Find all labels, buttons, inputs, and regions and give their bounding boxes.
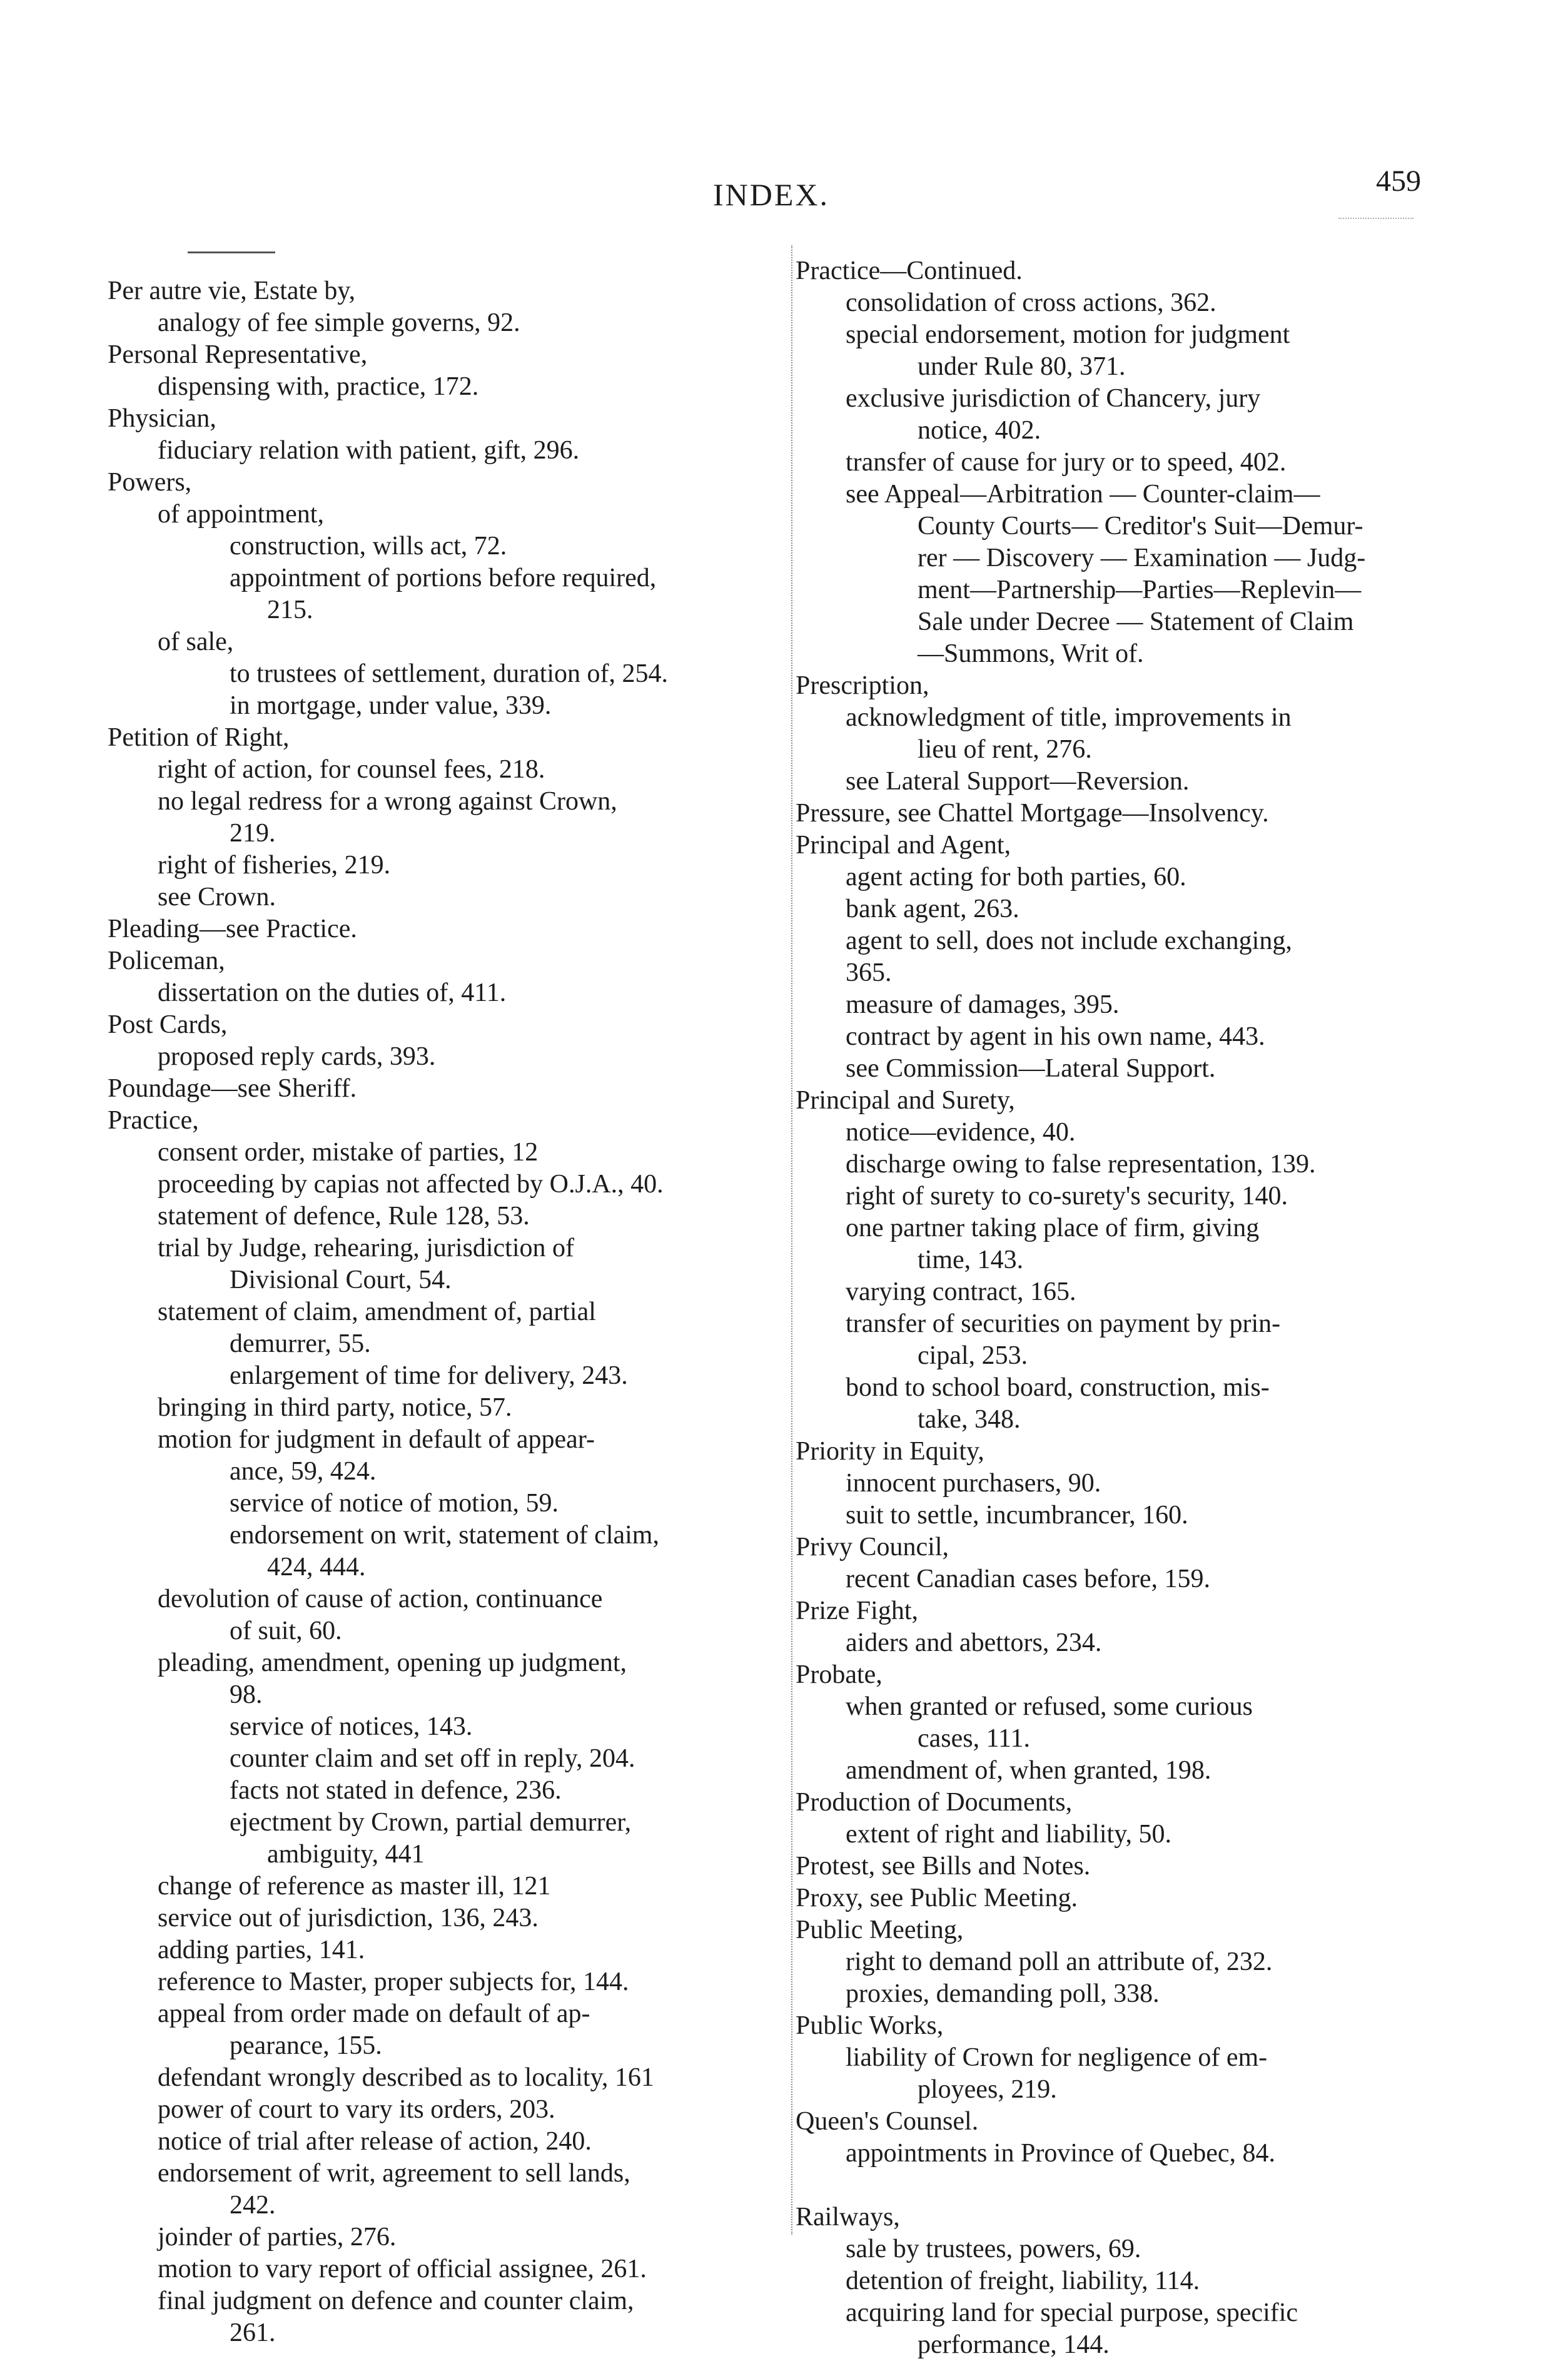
index-subentry: 365. — [846, 958, 892, 987]
index-heading: Pleading—see Practice. — [108, 915, 357, 943]
index-subentry: time, 143. — [918, 1246, 1024, 1274]
index-subentry: pleading, amendment, opening up judgment, — [158, 1648, 627, 1677]
index-heading: Prescription, — [796, 671, 929, 700]
index-heading: Proxy, see Public Meeting. — [796, 1884, 1078, 1912]
header-rule-left — [188, 251, 275, 253]
index-subentry: of appointment, — [158, 500, 324, 529]
index-subentry: detention of freight, liability, 114. — [846, 2267, 1200, 2295]
index-subentry: extent of right and liability, 50. — [846, 1820, 1172, 1849]
index-subentry: dispensing with, practice, 172. — [158, 372, 479, 401]
index-subentry: contract by agent in his own name, 443. — [846, 1022, 1265, 1051]
index-subentry: liability of Crown for negligence of em- — [846, 2043, 1268, 2072]
index-heading: Principal and Surety, — [796, 1086, 1015, 1115]
index-subentry: discharge owing to false representation, 139. — [846, 1150, 1316, 1179]
header-rule-right — [1338, 218, 1414, 219]
index-subentry: final judgment on defence and counter claim, — [158, 2287, 634, 2315]
right-index-column — [796, 255, 1484, 2361]
index-subentry: fiduciary relation with patient, gift, 296. — [158, 436, 580, 465]
index-heading: Priority in Equity, — [796, 1437, 984, 1466]
index-heading: Post Cards, — [108, 1010, 228, 1039]
index-subentry: special endorsement, motion for judgment — [846, 320, 1290, 349]
index-subentry: ance, 59, 424. — [230, 1457, 377, 1486]
index-subentry: recent Canadian cases before, 159. — [846, 1565, 1211, 1593]
index-subentry: defendant wrongly described as to locality, 161 — [158, 2063, 654, 2092]
index-subentry: ployees, 219. — [918, 2075, 1057, 2104]
index-subentry: devolution of cause of action, continuance — [158, 1585, 603, 1613]
index-subentry: under Rule 80, 371. — [918, 352, 1126, 381]
index-subentry: 98. — [230, 1680, 263, 1709]
index-heading: Principal and Agent, — [796, 831, 1011, 860]
index-subentry: agent acting for both parties, 60. — [846, 863, 1186, 891]
index-subentry: Divisional Court, 54. — [230, 1266, 452, 1294]
index-subentry: ambiguity, 441 — [267, 1840, 425, 1869]
index-subentry: change of reference as master ill, 121 — [158, 1872, 551, 1901]
index-subentry: endorsement on writ, statement of claim, — [230, 1521, 659, 1550]
index-subentry: notice—evidence, 40. — [846, 1118, 1076, 1147]
index-heading: Privy Council, — [796, 1533, 949, 1561]
index-subentry: 215. — [267, 596, 313, 624]
index-subentry: dissertation on the duties of, 411. — [158, 978, 507, 1007]
index-subentry: proxies, demanding poll, 338. — [846, 1979, 1160, 2008]
index-heading: Probate, — [796, 1660, 883, 1689]
index-subentry: appointments in Province of Quebec, 84. — [846, 2139, 1276, 2168]
index-subentry: rer — Discovery — Examination — Judg- — [918, 544, 1366, 572]
index-subentry: motion for judgment in default of appear- — [158, 1425, 595, 1454]
index-subentry: right of surety to co-surety's security, 140. — [846, 1182, 1288, 1211]
index-subentry: amendment of, when granted, 198. — [846, 1756, 1211, 1785]
index-subentry: varying contract, 165. — [846, 1277, 1076, 1306]
index-heading: Railways, — [796, 2203, 900, 2232]
index-heading: Prize Fight, — [796, 1597, 918, 1625]
index-subentry: service of notices, 143. — [230, 1712, 473, 1741]
column-divider — [791, 245, 792, 2235]
index-subentry: right to demand poll an attribute of, 232. — [846, 1947, 1273, 1976]
index-subentry: no legal redress for a wrong against Crown, — [158, 787, 617, 816]
index-subentry: cipal, 253. — [918, 1341, 1028, 1370]
index-subentry: pearance, 155. — [230, 2031, 382, 2060]
index-subentry: 261. — [230, 2318, 276, 2347]
index-subentry: trial by Judge, rehearing, jurisdiction of — [158, 1234, 574, 1262]
index-subentry: service of notice of motion, 59. — [230, 1489, 559, 1518]
index-subentry: acknowledgment of title, improvements in — [846, 703, 1292, 732]
index-subentry: 219. — [230, 819, 276, 848]
index-subentry: notice of trial after release of action, 240. — [158, 2127, 592, 2156]
index-subentry: joinder of parties, 276. — [158, 2223, 397, 2252]
index-subentry: appointment of portions before required, — [230, 564, 657, 592]
index-subentry: notice, 402. — [918, 416, 1041, 445]
index-subentry: ment—Partnership—Parties—Replevin— — [918, 576, 1362, 604]
index-subentry: 424, 444. — [267, 1553, 366, 1582]
index-subentry: enlargement of time for delivery, 243. — [230, 1361, 628, 1390]
index-subentry: in mortgage, under value, 339. — [230, 691, 552, 720]
index-subentry: —Summons, Writ of. — [918, 639, 1144, 668]
index-heading: Production of Documents, — [796, 1788, 1073, 1817]
index-heading: Pressure, see Chattel Mortgage—Insolvency. — [796, 799, 1269, 828]
index-heading — [796, 2170, 1484, 2201]
index-subentry: consent order, mistake of parties, 12 — [158, 1138, 539, 1167]
index-heading: Public Meeting, — [796, 1916, 964, 1944]
index-subentry: lieu of rent, 276. — [918, 735, 1092, 764]
index-subentry: see Appeal—Arbitration — Counter-claim— — [846, 480, 1320, 509]
index-subentry: agent to sell, does not include exchanging, — [846, 927, 1292, 955]
index-subentry: ejectment by Crown, partial demurrer, — [230, 1808, 632, 1837]
index-subentry: service out of jurisdiction, 136, 243. — [158, 1904, 539, 1932]
index-subentry: suit to settle, incumbrancer, 160. — [846, 1501, 1188, 1530]
index-heading: Petition of Right, — [108, 723, 290, 752]
index-subentry: endorsement of writ, agreement to sell lands, — [158, 2159, 630, 2188]
index-subentry: 242. — [230, 2191, 276, 2220]
index-subentry: of sale, — [158, 627, 234, 656]
index-subentry: right of action, for counsel fees, 218. — [158, 755, 545, 784]
index-subentry: demurrer, 55. — [230, 1329, 371, 1358]
index-subentry: counter claim and set off in reply, 204. — [230, 1744, 635, 1773]
index-subentry: facts not stated in defence, 236. — [230, 1776, 562, 1805]
index-subentry: proposed reply cards, 393. — [158, 1042, 436, 1071]
index-heading: Powers, — [108, 468, 192, 497]
index-subentry: construction, wills act, 72. — [230, 532, 507, 561]
left-index-column — [108, 275, 789, 2349]
index-heading: Public Works, — [796, 2011, 944, 2040]
index-heading: Practice—Continued. — [796, 256, 1023, 285]
index-heading: Queen's Counsel. — [796, 2107, 979, 2136]
index-subentry: statement of defence, Rule 128, 53. — [158, 1202, 530, 1231]
index-subentry: exclusive jurisdiction of Chancery, jury — [846, 384, 1261, 413]
index-subentry: see Commission—Lateral Support. — [846, 1054, 1216, 1083]
page-number: 459 — [1376, 165, 1421, 198]
index-subentry: performance, 144. — [918, 2330, 1110, 2359]
index-subentry: analogy of fee simple governs, 92. — [158, 308, 520, 337]
index-subentry: sale by trustees, powers, 69. — [846, 2235, 1141, 2263]
page-title: INDEX. — [713, 177, 830, 212]
index-subentry: appeal from order made on default of ap- — [158, 1999, 590, 2028]
index-subentry: one partner taking place of firm, giving — [846, 1214, 1260, 1242]
index-heading: Policeman, — [108, 947, 225, 975]
index-subentry: see Lateral Support—Reversion. — [846, 767, 1190, 796]
index-heading: Poundage—see Sheriff. — [108, 1074, 357, 1103]
index-subentry: bringing in third party, notice, 57. — [158, 1393, 512, 1422]
index-subentry: proceeding by capias not affected by O.J.A., 40. — [158, 1170, 664, 1199]
index-subentry: statement of claim, amendment of, partial — [158, 1297, 596, 1326]
index-subentry: measure of damages, 395. — [846, 990, 1120, 1019]
index-subentry: cases, 111. — [918, 1724, 1030, 1753]
index-subentry: transfer of securities on payment by prin- — [846, 1309, 1281, 1338]
index-subentry: motion to vary report of official assignee, 261. — [158, 2255, 647, 2283]
index-heading: Personal Representative, — [108, 340, 368, 369]
index-subentry: of suit, 60. — [230, 1617, 342, 1645]
index-heading: Practice, — [108, 1106, 199, 1135]
index-subentry: to trustees of settlement, duration of, 254. — [230, 659, 669, 688]
index-subentry: bond to school board, construction, mis- — [846, 1373, 1270, 1402]
index-subentry: power of court to vary its orders, 203. — [158, 2095, 555, 2124]
index-subentry: aiders and abettors, 234. — [846, 1628, 1102, 1657]
index-subentry: right of fisheries, 219. — [158, 851, 391, 880]
index-subentry: innocent purchasers, 90. — [846, 1469, 1101, 1498]
index-heading: Protest, see Bills and Notes. — [796, 1852, 1091, 1881]
index-heading: Per autre vie, Estate by, — [108, 277, 356, 305]
index-subentry: when granted or refused, some curious — [846, 1692, 1253, 1721]
index-subentry: transfer of cause for jury or to speed, 402. — [846, 448, 1287, 477]
index-subentry: take, 348. — [918, 1405, 1021, 1434]
index-subentry: see Crown. — [158, 883, 276, 911]
index-subentry: reference to Master, proper subjects for, 144. — [158, 1968, 629, 1996]
index-subentry: bank agent, 263. — [846, 895, 1019, 923]
index-subentry: adding parties, 141. — [158, 1936, 365, 1964]
index-subentry: County Courts— Creditor's Suit—Demur- — [918, 512, 1363, 541]
index-heading: Physician, — [108, 404, 216, 433]
index-subentry: Sale under Decree — Statement of Claim — [918, 607, 1354, 636]
index-subentry: consolidation of cross actions, 362. — [846, 288, 1216, 317]
index-subentry: acquiring land for special purpose, specific — [846, 2298, 1298, 2327]
